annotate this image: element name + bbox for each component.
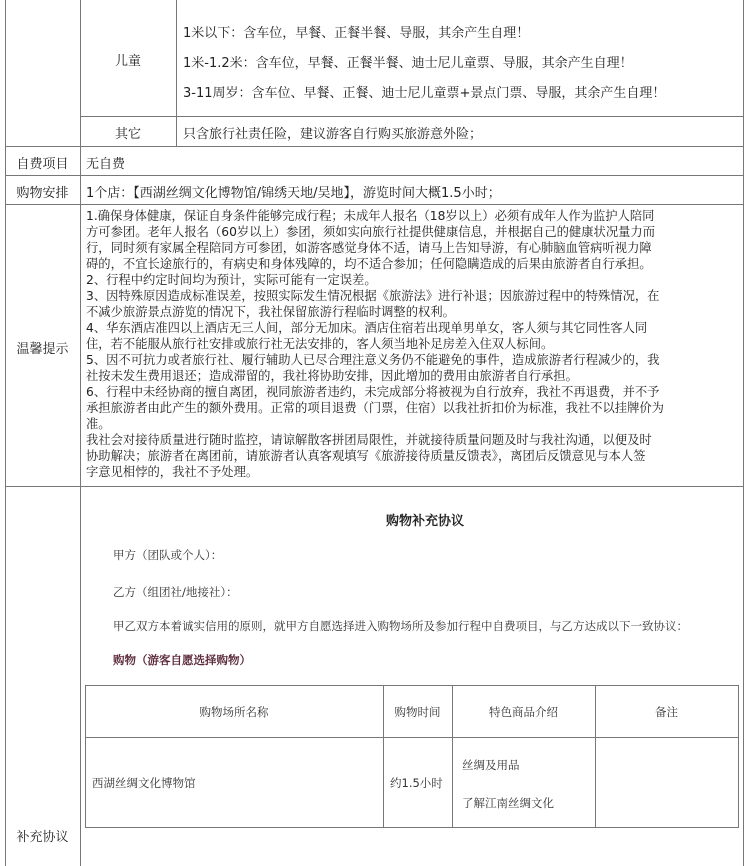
shopping-section-title: 购物（游客自愿选择购物） [113,653,251,667]
tip-line: 我社会对接待质量进行随时监控，请谅解散客拼团局限性，并就接待质量问题及时与我社沟通，以便及时 [86,433,652,447]
left-border [5,0,6,866]
tip-line: 行，同时须有家属全程陪同方可参团，如游客感觉身体不适，请马上告知导游，有心肺脑血管病听视力障 [86,241,652,255]
tip-line: 社按未发生费用退还；造成滞留的，我社将协助安排，因此增加的费用由旅游者自行承担。 [86,369,578,383]
table-header: 备注 [655,705,678,719]
tip-line: 3、因特殊原因造成标准误差，按照实际发生情况根据《旅游法》进行补退；因旅游过程中的特殊情况，在 [86,289,660,303]
tip-line: 6、行程中未经协商的擅自离团，视同旅游者违约，未完成部分将被视为自行放弃，我社不再退费，并不予 [86,385,660,399]
children-policy-3-11: 3-11周岁：含车位、早餐、正餐、迪士尼儿童票+景点门票、导服，其余产生自理！ [183,86,666,101]
children-label: 儿童 [114,54,141,69]
tip-line: 不减少旅游景点游览的情况下，我社保留旅游行程临时调整的权利。 [86,305,455,319]
tip-line: 2、行程中约定时间均为预计，实际可能有一定误差。 [86,273,377,287]
tip-line: 协助解决；旅游者在离团前，请旅游者认真客观填写《旅游接待质量反馈表》，离团后反馈意见与本人签 [86,449,646,463]
tip-line: 4、华东酒店准四以上酒店无三人间，部分无加床。酒店住宿若出现单男单女，客人须与其它同性客人同 [86,321,648,335]
table-header: 购物时间 [394,705,441,719]
tip-line: 承担旅游者由此产生的额外费用。正常的项目退费（门票，住宿）以我社折扣价为标准，我社不以挂牌价为 [86,401,664,415]
tip-line: 住，若不能服从旅行社安排或旅行社无法安排的，客人须当地补足房差入住双人标间。 [86,337,554,351]
tip-line: 5、因不可抗力或者旅行社、履行辅助人已尽合理注意义务仍不能避免的事件，造成旅游者行程减少的，我 [86,353,660,367]
supplement-label: 补充协议 [16,830,69,845]
tips-label: 温馨提示 [16,342,69,357]
self-pay-label: 自费项目 [16,157,69,172]
table-right-border [738,685,739,828]
party-b-line: 乙方（组团社/地接社）： [113,585,238,599]
self-pay-value: 无自费 [86,157,126,172]
table-cell-product: 丝绸及用品 [462,758,520,772]
row-border-selfpay-top [5,146,743,147]
table-header: 特色商品介绍 [489,705,558,719]
supplement-title: 购物补充协议 [385,514,464,529]
table-header-bottom [85,737,738,738]
row-border-tips-top [5,204,743,205]
party-a-line: 甲方（团队或个人）： [113,548,223,562]
children-policy-1m-1-2m: 1米-1.2米：含车位，早餐、正餐半餐、迪士尼儿童票、导服，其余产生自理！ [183,56,633,71]
tip-line: 碍的，不宜长途旅行的，有病史和身体残障的，均不适合参加；任何隐瞒造成的后果由旅游者自行承担。 [86,257,652,271]
shopping-label: 购物安排 [16,186,69,201]
tip-line: 字意见相悖的，我社不予处理。 [86,465,259,479]
table-cell-store-name: 西湖丝绸文化博物馆 [92,776,196,790]
table-top-border [85,685,738,686]
table-row-bottom [85,827,738,828]
other-insurance-text: 只含旅行社责任险，建议游客自行购买旅游意外险； [183,127,483,142]
other-label: 其它 [114,127,141,142]
row-border-other-top [80,116,743,117]
agreement-statement: 甲乙双方本着诚实信用的原则，就甲方自愿选择进入购物场所及参加行程中自费项目，与乙方达成以下一致协议： [113,619,688,633]
tip-line: 方可参团。老年人报名（60岁以上）参团，须如实向旅行社提供健康信息，并根据自己的健康状况量力而 [86,225,656,239]
right-border [743,0,744,866]
tip-line: 准。 [86,417,111,431]
row-border-shopping-top [5,175,743,176]
table-cell-shopping-time: 约1.5小时 [390,776,443,790]
children-policy-under-1m: 1米以下：含车位，早餐、正餐半餐、导服，其余产生自理！ [183,26,530,41]
table-cell-product: 了解江南丝绸文化 [462,796,554,810]
row-border-supplement-top [5,486,743,487]
tip-line: 1.确保身体健康，保证自身条件能够完成行程；未成年人报名（18岁以上）必须有成年人作为监护人陪同 [86,209,655,223]
shopping-value: 1个店：【西湖丝绸文化博物馆/锦绣天地/吴地】，游览时间大概1.5小时； [86,186,501,201]
table-header: 购物场所名称 [199,705,269,719]
inner-label-divider [176,0,177,146]
